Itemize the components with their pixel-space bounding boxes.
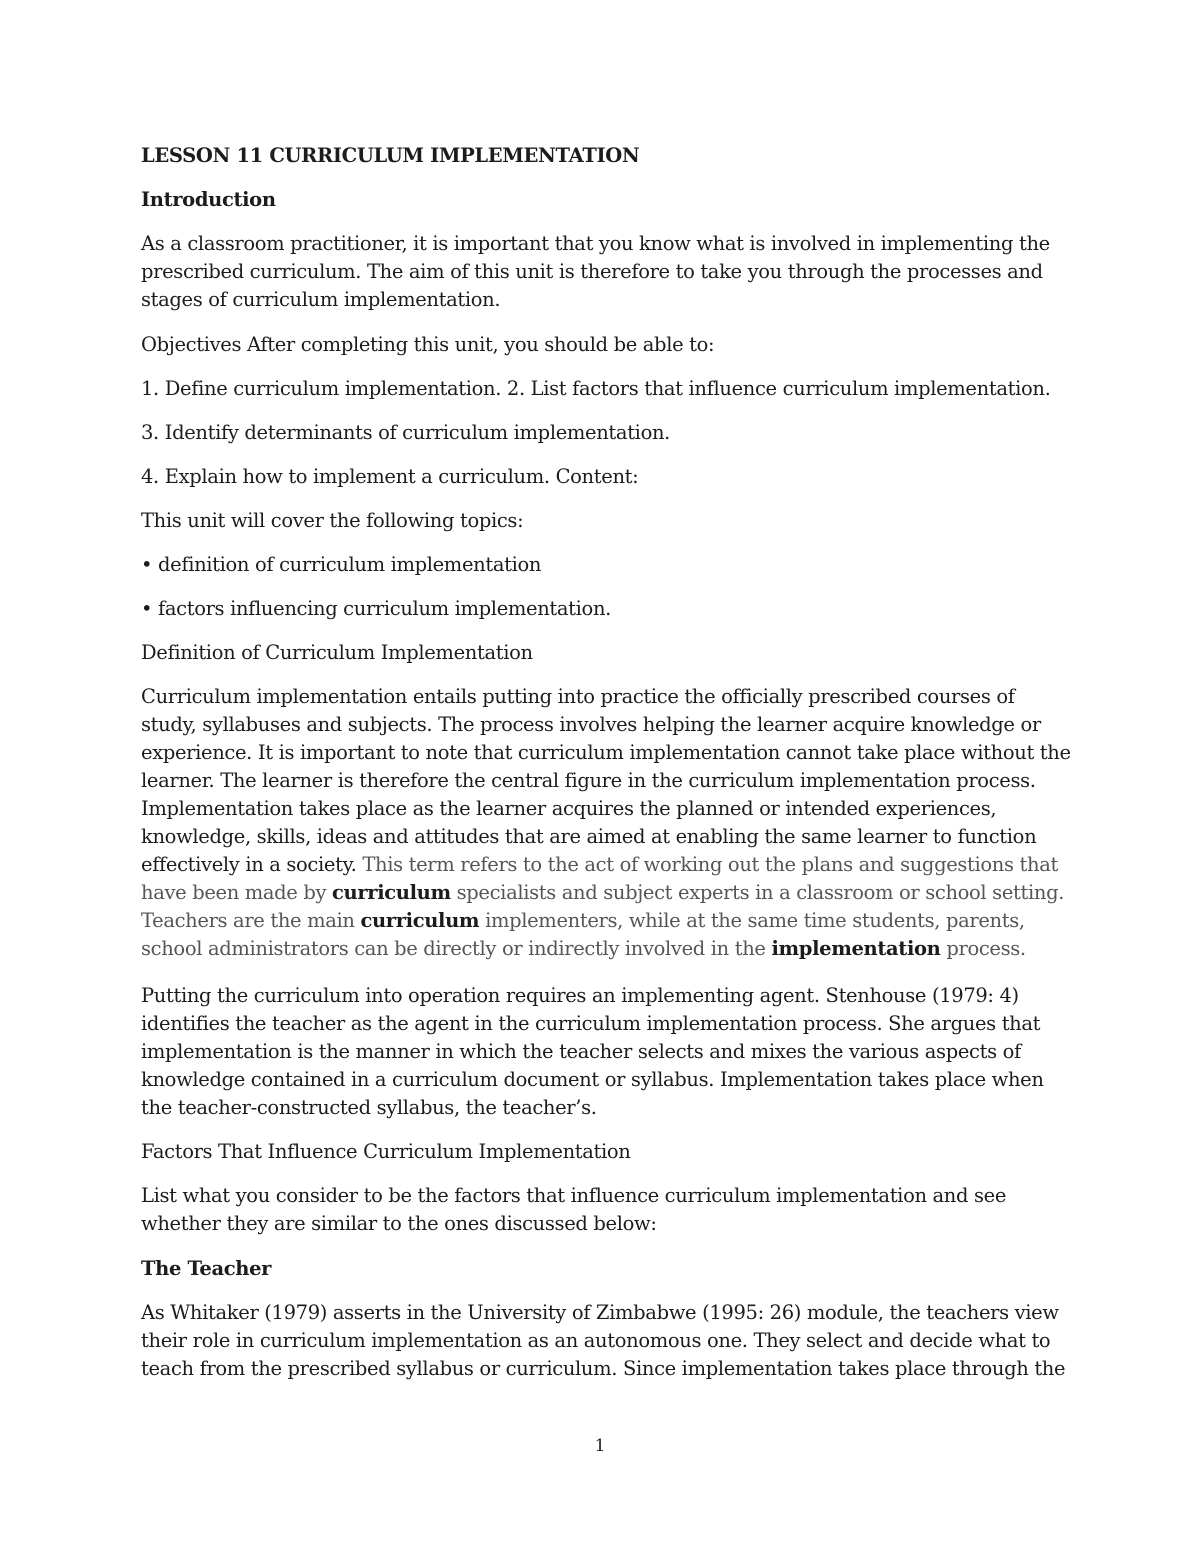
definition-line-8-part-a: have been made by [141, 881, 332, 904]
objective-1-2: 1. Define curriculum implementation. 2. List factors that influence curriculum implementation. [141, 377, 1051, 400]
definition-line-2: study, syllabuses and subjects. The process involves helping the learner acquire knowledge or [141, 713, 1041, 736]
teacher-line-2: their role in curriculum implementation as an autonomous one. They select and decide what to [141, 1329, 1051, 1352]
emphasis-curriculum: curriculum [360, 909, 480, 932]
definition-line-3: experience. It is important to note that curriculum implementation cannot take place without the [141, 741, 1071, 764]
definition-line-10-part-a: school administrators can be directly or indirectly involved in the [141, 937, 772, 960]
factors-line-2: whether they are similar to the ones discussed below: [141, 1212, 657, 1235]
intro-line-3: stages of curriculum implementation. [141, 288, 501, 311]
definition-line-7-part-b: This term refers to the act of working out the plans and suggestions that [362, 853, 1058, 876]
definition-line-7 [141, 851, 1058, 879]
factors-line-1: List what you consider to be the factors that influence curriculum implementation and see [141, 1184, 1007, 1207]
definition-line-6: knowledge, skills, ideas and attitudes that are aimed at enabling the same learner to function [141, 825, 1037, 848]
topic-item-2: • factors influencing curriculum implementation. [141, 597, 612, 620]
definition-line-5: Implementation takes place as the learner acquires the planned or intended experiences, [141, 797, 997, 820]
teacher-heading: The Teacher [141, 1257, 272, 1280]
definition-line-10 [141, 935, 1026, 963]
page-number: 1 [594, 1436, 606, 1456]
agent-line-5: the teacher-constructed syllabus, the teacher’s. [141, 1096, 597, 1119]
teacher-line-1: As Whitaker (1979) asserts in the University of Zimbabwe (1995: 26) module, the teachers view [141, 1301, 1059, 1324]
emphasis-curriculum: curriculum [332, 881, 451, 904]
objective-4: 4. Explain how to implement a curriculum. Content: [141, 465, 639, 488]
agent-line-4: knowledge contained in a curriculum document or syllabus. Implementation takes place when [141, 1068, 1044, 1091]
definition-line-7-part-a: effectively in a society. [141, 853, 363, 876]
introduction-heading: Introduction [141, 188, 276, 211]
topics-intro: This unit will cover the following topics: [141, 509, 524, 532]
lesson-title: LESSON 11 CURRICULUM IMPLEMENTATION [141, 144, 640, 167]
emphasis-implementation: implementation [771, 937, 941, 960]
objectives-line: Objectives After completing this unit, you should be able to: [141, 333, 715, 356]
definition-line-9 [141, 907, 1025, 935]
topic-item-1: • definition of curriculum implementation [141, 553, 542, 576]
definition-line-8-part-c: specialists and subject experts in a classroom or school setting. [450, 881, 1065, 904]
agent-line-1: Putting the curriculum into operation requires an implementing agent. Stenhouse (1979: 4) [141, 984, 1019, 1007]
intro-line-2: prescribed curriculum. The aim of this unit is therefore to take you through the processes and [141, 260, 1043, 283]
agent-line-2: identifies the teacher as the agent in the curriculum implementation process. She argues that [141, 1012, 1041, 1035]
definition-line-4: learner. The learner is therefore the central figure in the curriculum implementation process. [141, 769, 1036, 792]
agent-line-3: implementation is the manner in which the teacher selects and mixes the various aspects of [141, 1040, 1021, 1063]
definition-line-1: Curriculum implementation entails putting into practice the officially prescribed courses of [141, 685, 1015, 708]
intro-line-1: As a classroom practitioner, it is important that you know what is involved in implementing the [141, 232, 1050, 255]
definition-line-9-part-a: Teachers are the main [141, 909, 361, 932]
definition-line-9-part-c: implementers, while at the same time students, parents, [479, 909, 1025, 932]
factors-heading: Factors That Influence Curriculum Implementation [141, 1140, 631, 1163]
teacher-line-3: teach from the prescribed syllabus or curriculum. Since implementation takes place through the [141, 1357, 1066, 1380]
definition-heading: Definition of Curriculum Implementation [141, 641, 533, 664]
definition-line-8 [141, 879, 1064, 907]
definition-line-10-part-c: process. [940, 937, 1026, 960]
objective-3: 3. Identify determinants of curriculum implementation. [141, 421, 671, 444]
